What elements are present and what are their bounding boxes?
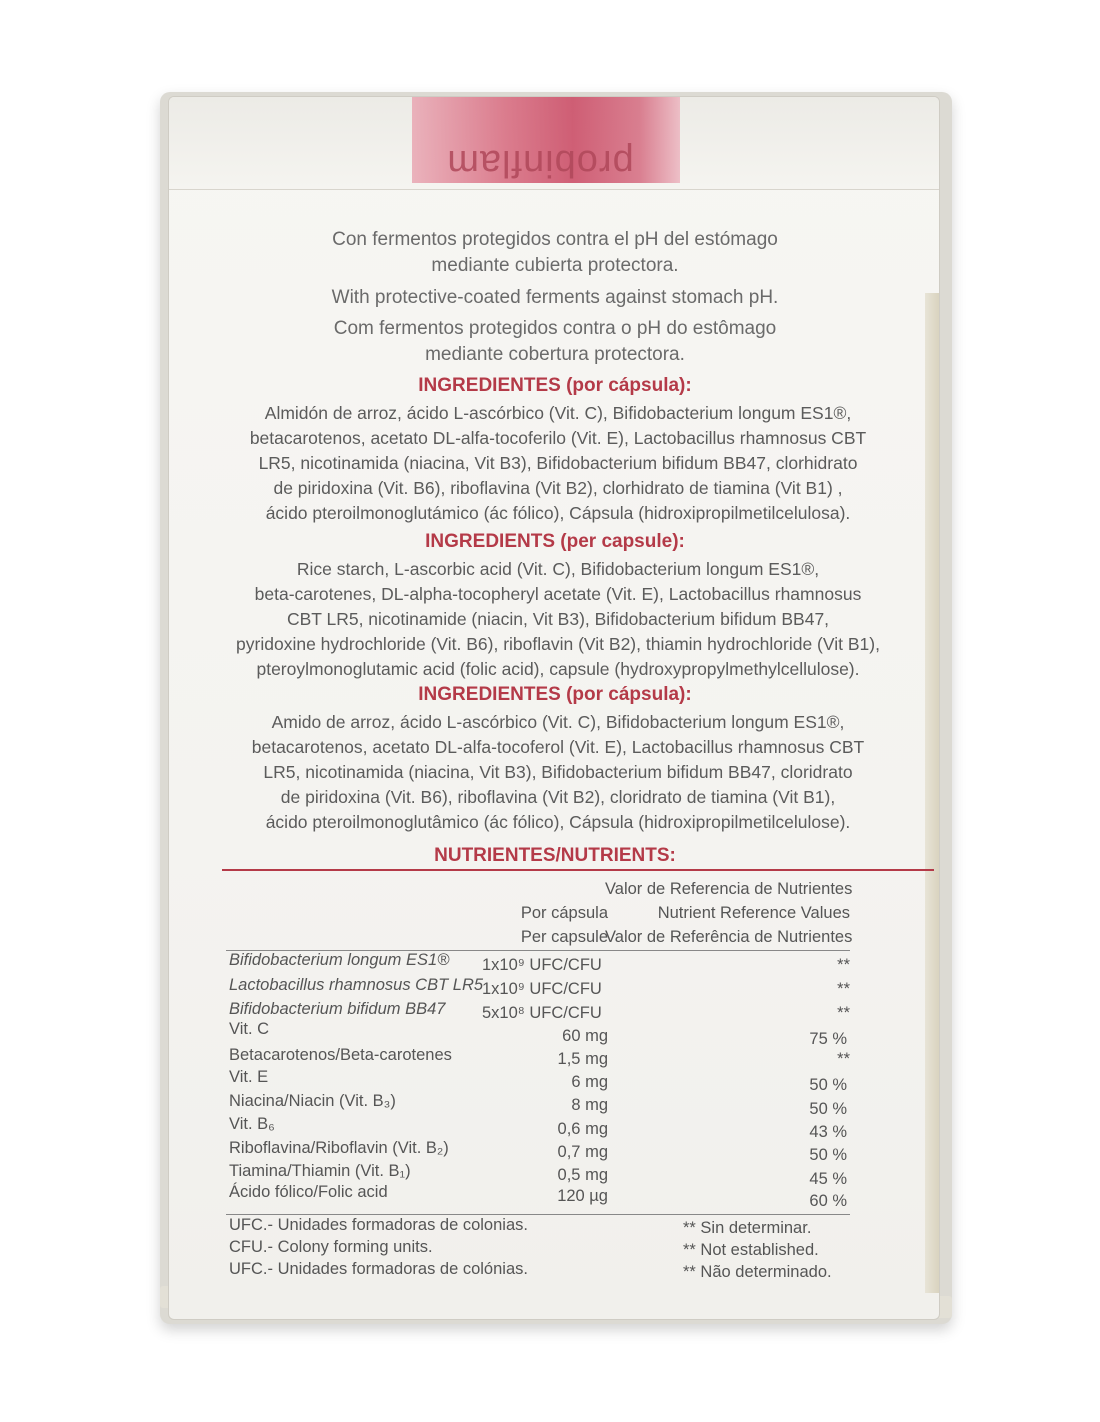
ingredients-es-line: ácido pteroilmonoglutámico (ác fólico), Cápsula (hidroxipropilmetilcelulosa). [265, 503, 851, 523]
footnote-left: UFC.- Unidades formadoras de colonias. [229, 1216, 528, 1234]
ingredients-en-line: beta-carotenes, DL-alpha-tocopheryl acetate (Vit. E), Lactobacillus rhamnosus [254, 584, 862, 604]
ingredients-es-line: LR5, nicotinamida (niacina, Vit B3), Bifidobacterium bifidum BB47, clorhidrato [258, 453, 858, 473]
col-ref-3: Valor de Referência de Nutrientes [605, 928, 853, 946]
ingredients-es-heading: INGREDIENTES (por cápsula): [418, 375, 692, 396]
intro-es-2: mediante cubierta protectora. [431, 255, 679, 276]
row-amount: 1x10⁹ UFC/CFU [482, 956, 602, 974]
intro-en: With protective-coated ferments against stomach pH. [331, 287, 779, 308]
row-ref: 75 % [809, 1030, 847, 1048]
row-amount: 0,6 mg [557, 1120, 608, 1138]
row-amount: 5x10⁸ UFC/CFU [482, 1004, 602, 1022]
nutrients-divider [222, 869, 934, 871]
brand-logo-upside-down: probinflam [446, 142, 634, 184]
row-ref: 50 % [809, 1076, 847, 1094]
table-footer-rule [226, 1214, 850, 1215]
box-side-edge [925, 293, 939, 1293]
row-name: Niacina/Niacin (Vit. B₃) [229, 1092, 396, 1110]
row-name: Tiamina/Thiamin (Vit. B₁) [229, 1162, 411, 1180]
row-name: Vit. C [229, 1020, 270, 1038]
row-ref: ** [837, 956, 850, 974]
intro-pt-2: mediante cobertura protectora. [425, 344, 685, 365]
ingredients-pt-heading: INGREDIENTES (por cápsula): [418, 684, 692, 705]
footnote-left: CFU.- Colony forming units. [229, 1238, 433, 1256]
footnote-right: ** Não determinado. [683, 1263, 832, 1281]
row-name: Betacarotenos/Beta-carotenes [229, 1046, 452, 1064]
ingredients-en-heading: INGREDIENTS (per capsule): [425, 531, 685, 552]
row-amount: 1x10⁹ UFC/CFU [482, 980, 602, 998]
ingredients-es-line: de piridoxina (Vit. B6), riboflavina (Vit B2), clorhidrato de tiamina (Vit B1) , [273, 478, 843, 498]
nutrients-heading: NUTRIENTES/NUTRIENTS: [434, 845, 676, 866]
ingredients-pt-line: LR5, nicotinamida (niacina, Vit B3), Bifidobacterium bifidum BB47, cloridrato [263, 762, 853, 782]
row-name: Riboflavina/Riboflavin (Vit. B₂) [229, 1139, 449, 1157]
row-amount: 8 mg [571, 1096, 608, 1114]
col-per-1: Por cápsula [520, 904, 608, 922]
ingredients-en-line: Rice starch, L-ascorbic acid (Vit. C), Bifidobacterium longum ES1®, [296, 559, 820, 579]
ingredients-pt-line: Amido de arroz, ácido L-ascórbico (Vit. C), Bifidobacterium longum ES1®, [271, 712, 845, 732]
ingredients-en-line: CBT LR5, nicotinamide (niacin, Vit B3), Bifidobacterium bifidum BB47, [286, 609, 830, 629]
row-amount: 120 µg [557, 1187, 608, 1205]
row-name: Bifidobacterium longum ES1® [229, 951, 450, 969]
row-amount: 0,5 mg [557, 1166, 608, 1184]
col-ref-2: Nutrient Reference Values [657, 904, 850, 922]
ingredients-pt-line: de piridoxina (Vit. B6), riboflavina (Vit B2), cloridrato de tiamina (Vit B1), [280, 787, 836, 807]
row-ref: ** [837, 1004, 850, 1022]
row-amount: 60 mg [562, 1027, 608, 1045]
row-amount: 6 mg [571, 1073, 608, 1091]
row-name: Vit. E [229, 1068, 269, 1086]
row-name: Bifidobacterium bifidum BB47 [229, 1000, 446, 1018]
row-name: Lactobacillus rhamnosus CBT LR5 [229, 976, 484, 994]
ingredients-en-line: pteroylmonoglutamic acid (folic acid), capsule (hydroxypropylmethylcellulose). [256, 659, 860, 679]
ingredients-en-line: pyridoxine hydrochloride (Vit. B6), riboflavin (Vit B2), thiamin hydrochloride (Vit B1), [236, 634, 880, 654]
ingredients-pt-line: ácido pteroilmonoglutâmico (ác fólico), Cápsula (hidroxipropilmetilcelulose). [265, 812, 851, 832]
row-ref: 50 % [809, 1100, 847, 1118]
col-ref-1: Valor de Referencia de Nutrientes [605, 880, 853, 898]
row-ref: 43 % [809, 1123, 847, 1141]
ingredients-pt-line: betacarotenos, acetato DL-alfa-tocoferol (Vit. E), Lactobacillus rhamnosus CBT [251, 737, 865, 757]
footnote-right: ** Not established. [683, 1241, 819, 1259]
row-name: Vit. B₆ [229, 1115, 275, 1133]
row-amount: 0,7 mg [557, 1143, 608, 1161]
ingredients-es-line: betacarotenos, acetato DL-alfa-tocoferilo (Vit. E), Lactobacillus rhamnosus CBT [249, 428, 867, 448]
col-per-2: Per capsule [520, 928, 608, 946]
row-amount: 1,5 mg [557, 1050, 608, 1068]
row-name: Ácido fólico/Folic acid [229, 1183, 388, 1201]
footnote-right: ** Sin determinar. [683, 1219, 812, 1237]
footnote-left: UFC.- Unidades formadoras de colónias. [229, 1260, 528, 1278]
row-ref: 60 % [809, 1192, 847, 1210]
intro-es-1: Con fermentos protegidos contra el pH del estómago [332, 229, 778, 250]
intro-pt-1: Com fermentos protegidos contra o pH do estômago [333, 318, 777, 339]
row-ref: 50 % [809, 1146, 847, 1164]
row-ref: ** [837, 1050, 850, 1068]
ingredients-es-line: Almidón de arroz, ácido L-ascórbico (Vit. C), Bifidobacterium longum ES1®, [264, 403, 852, 423]
row-ref: ** [837, 980, 850, 998]
row-ref: 45 % [809, 1170, 847, 1188]
